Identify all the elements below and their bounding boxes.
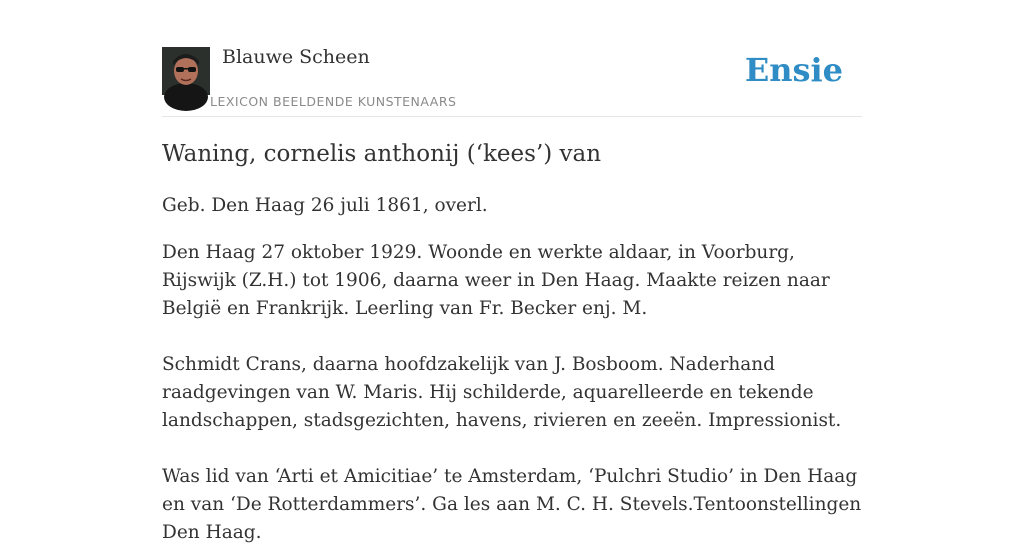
- person-photo-icon: [162, 47, 210, 95]
- author-name[interactable]: Blauwe Scheen: [222, 46, 370, 68]
- article-paragraph: Den Haag 27 oktober 1929. Woonde en werkte aldaar, in Voorburg, Rijswijk (Z.H.) tot 1906, daarna weer in Den Haag. Maakte reizen naar België en Frankrijk. Leerling van Fr. Becker enj. M.: [162, 242, 830, 319]
- header: [162, 0, 862, 117]
- article-paragraph: Geb. Den Haag 26 juli 1861, overl.: [162, 195, 488, 216]
- avatar[interactable]: [162, 47, 210, 95]
- collection-label[interactable]: LEXICON BEELDENDE KUNSTENAARS: [210, 94, 457, 109]
- article-title: Waning, cornelis anthonij (‘kees’) van: [162, 141, 602, 167]
- article-paragraph: Was lid van ‘Arti et Amicitiae’ te Amsterdam, ‘Pulchri Studio’ in Den Haag en van ‘De Rotterdammers’. Ga les aan M. C. H. Stevels.Tentoonstellingen Den Haag.: [162, 466, 862, 543]
- brand-logo[interactable]: Ensie: [744, 51, 843, 89]
- article: [162, 136, 864, 547]
- article-paragraph: Schmidt Crans, daarna hoofdzakelijk van J. Bosboom. Naderhand raadgevingen van W. Maris. Hij schilderde, aquarelleerde en tekende landschappen, stadsgezichten, havens, rivieren en zeeën. Impressionist.: [162, 354, 842, 431]
